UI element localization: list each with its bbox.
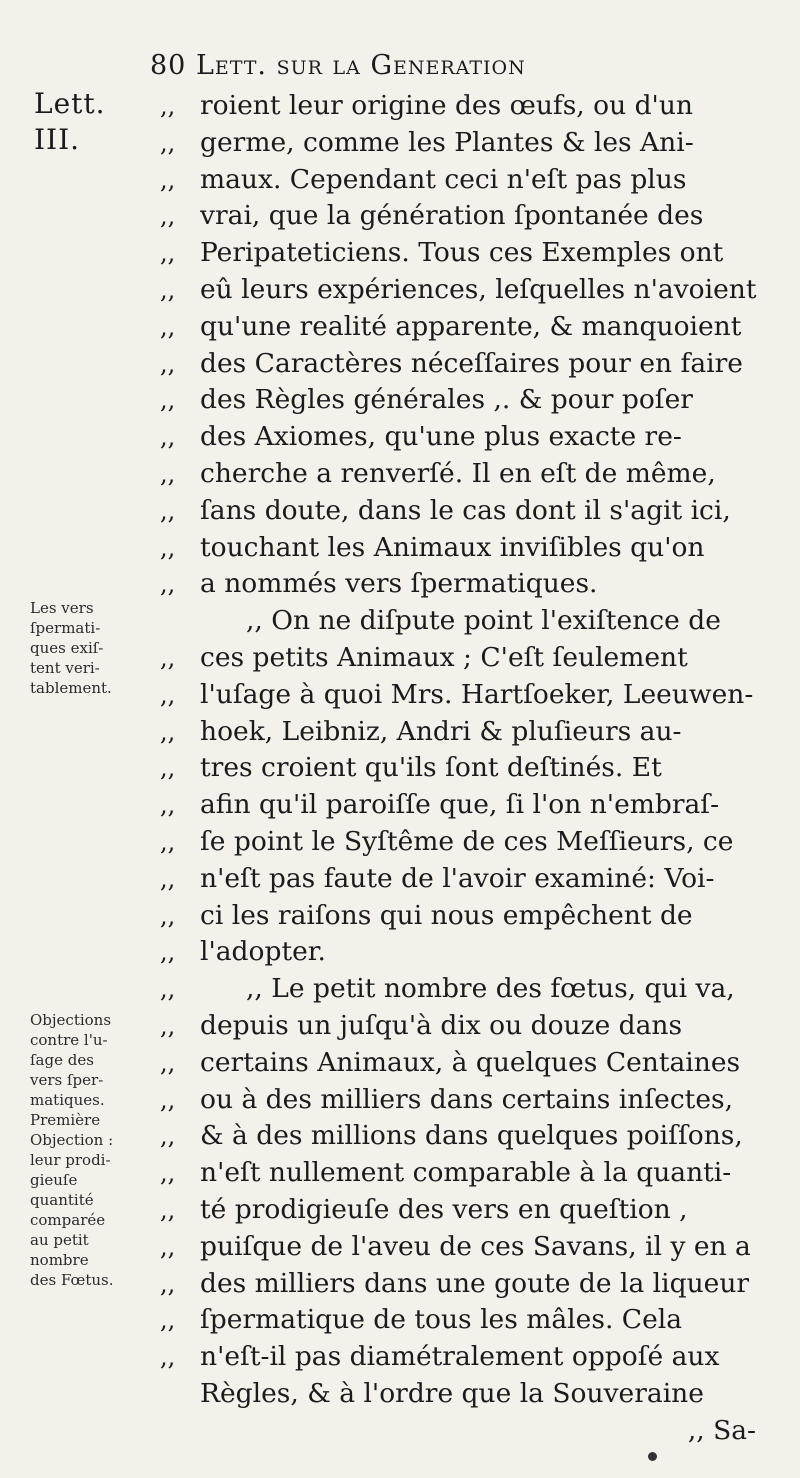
margin-note-line: des Fœtus.	[30, 1271, 114, 1289]
quote-mark: ,,	[160, 1195, 176, 1224]
text-line: ,, Le petit nombre des fœtus, qui va,	[246, 973, 735, 1005]
quotation-marks-column	[160, 88, 200, 1376]
text-line: a nommés vers ſpermatiques.	[200, 568, 598, 600]
text-line: touchant les Animaux inviſibles qu'on	[200, 531, 705, 563]
quote-mark: ,,	[160, 275, 176, 304]
letter-label: Lett.	[34, 87, 106, 120]
quote-mark: ,,	[160, 1343, 176, 1372]
quote-mark: ,,	[160, 459, 176, 488]
letter-number-heading	[34, 86, 106, 158]
text-line: ſpermatique de tous les mâles. Cela	[200, 1304, 683, 1336]
margin-note-objections	[30, 1010, 160, 1290]
text-line: ci les raiſons qui nous empêchent de	[200, 899, 693, 931]
quote-mark: ,,	[160, 1122, 176, 1151]
margin-note-line: tablement.	[30, 679, 112, 697]
quote-mark: ,,	[160, 864, 176, 893]
text-line: Règles, & à l'ordre que la Souveraine	[200, 1377, 704, 1409]
quote-mark: ,,	[160, 1085, 176, 1114]
text-line: hoek, Leibniz, Andri & pluſieurs au-	[200, 715, 682, 747]
text-line: puiſque de l'aveu de ces Savans, il y en a	[200, 1230, 751, 1262]
text-line: l'uſage à quoi Mrs. Hartſoeker, Leeuwen-	[200, 678, 754, 710]
text-line: ou à des milliers dans certains inſectes,	[200, 1083, 734, 1115]
margin-note-line: comparée	[30, 1211, 106, 1229]
quote-mark: ,,	[160, 1269, 176, 1298]
margin-note-line: tent veri-	[30, 659, 100, 677]
quote-mark: ,,	[160, 1011, 176, 1040]
text-line: l'adopter.	[200, 936, 326, 968]
running-head: 80 Lett. sur la Generation	[150, 50, 526, 81]
margin-note-line: ques exiſ-	[30, 639, 104, 657]
letter-roman-number: III.	[34, 123, 81, 156]
catchword: ,, Sa-	[687, 1414, 756, 1446]
margin-note-line: nombre	[30, 1251, 89, 1269]
text-line: qu'une realité apparente, & manquoient	[200, 310, 742, 342]
text-line: n'eſt pas faute de l'avoir examiné: Voi-	[200, 862, 715, 894]
text-line: cherche a renverſé. Il en eſt de même,	[200, 457, 716, 489]
text-line: té prodigieuſe des vers en queſtion ,	[200, 1193, 688, 1225]
text-line: roient leur origine des œufs, ou d'un	[200, 90, 693, 121]
quote-mark: ,,	[160, 386, 176, 415]
text-line: n'eſt nullement comparable à la quanti-	[200, 1157, 732, 1189]
ink-dot	[648, 1452, 657, 1461]
text-line: maux. Cependant ceci n'eſt pas plus	[200, 163, 687, 195]
text-line: des Règles générales ,. & pour poſer	[200, 384, 693, 416]
quote-mark: ,,	[160, 791, 176, 820]
text-line: n'eſt-il pas diamétralement oppoſé aux	[200, 1341, 720, 1373]
margin-note-line: gieuſe	[30, 1171, 78, 1189]
text-line: ces petits Animaux ; C'eſt ſeulement	[200, 641, 688, 673]
quote-mark: ,,	[160, 165, 176, 194]
margin-note-existence	[30, 598, 160, 698]
text-line: germe, comme les Plantes & les Ani-	[200, 126, 694, 158]
text-line: & à des millions dans quelques poiſſons,	[200, 1120, 743, 1152]
quote-mark: ,,	[160, 128, 176, 157]
quote-mark: ,,	[160, 1048, 176, 1077]
quote-mark: ,,	[160, 570, 176, 599]
margin-note-line: vers ſper-	[30, 1071, 104, 1089]
text-line: vrai, que la génération ſpontanée des	[200, 200, 704, 232]
text-line: afin qu'il paroiſſe que, ſi l'on n'embraſ-	[200, 789, 720, 821]
quote-mark: ,,	[160, 754, 176, 783]
quote-mark: ,,	[160, 717, 176, 746]
text-line: des milliers dans une goute de la liqueur	[200, 1267, 750, 1299]
quote-mark: ,,	[160, 239, 176, 268]
quote-mark: ,,	[160, 938, 176, 967]
body-text	[200, 88, 780, 1449]
quote-mark: ,,	[160, 901, 176, 930]
text-line: depuis un juſqu'à dix ou douze dans	[200, 1009, 683, 1041]
text-line: ſe point le Syſtême de ces Meſſieurs, ce	[200, 825, 734, 857]
text-line: ,, On ne diſpute point l'exiſtence de	[246, 605, 721, 637]
text-line: Peripateticiens. Tous ces Exemples ont	[200, 237, 724, 269]
quote-mark: ,,	[160, 1232, 176, 1261]
quote-mark: ,,	[160, 827, 176, 856]
quote-mark: ,,	[160, 312, 176, 341]
quote-mark: ,,	[160, 975, 176, 1004]
margin-note-line: Première	[30, 1111, 101, 1129]
quote-mark: ,,	[160, 680, 176, 709]
quote-mark: ,,	[160, 423, 176, 452]
margin-note-line: ſpermati-	[30, 619, 101, 637]
text-line: certains Animaux, à quelques Centaines	[200, 1046, 741, 1078]
margin-note-line: quantité	[30, 1191, 94, 1209]
quote-mark: ,,	[160, 533, 176, 562]
quote-mark: ,,	[160, 92, 176, 120]
quote-mark: ,,	[160, 1159, 176, 1188]
quote-mark: ,,	[160, 496, 176, 525]
margin-note-line: au petit	[30, 1231, 89, 1249]
quote-mark	[160, 603, 200, 640]
margin-note-line: Objection :	[30, 1131, 114, 1149]
margin-note-line: Objections	[30, 1011, 112, 1029]
margin-note-line: contre l'u-	[30, 1031, 108, 1049]
margin-note-line: matiques.	[30, 1091, 105, 1109]
text-line: eû leurs expériences, leſquelles n'avoient	[200, 273, 757, 305]
quote-mark: ,,	[160, 1306, 176, 1335]
text-line: ſans doute, dans le cas dont il s'agit ici,	[200, 494, 731, 526]
margin-note-line: leur prodi-	[30, 1151, 111, 1169]
text-line: tres croient qu'ils ſont deſtinés. Et	[200, 752, 662, 784]
margin-note-line: Les vers	[30, 599, 94, 617]
quote-mark: ,,	[160, 202, 176, 231]
text-line: des Axiomes, qu'une plus exacte re-	[200, 421, 682, 453]
text-line: des Caractères néceſſaires pour en faire	[200, 347, 743, 379]
quote-mark: ,,	[160, 643, 176, 672]
margin-note-line: ſage des	[30, 1051, 94, 1069]
quote-mark: ,,	[160, 349, 176, 378]
